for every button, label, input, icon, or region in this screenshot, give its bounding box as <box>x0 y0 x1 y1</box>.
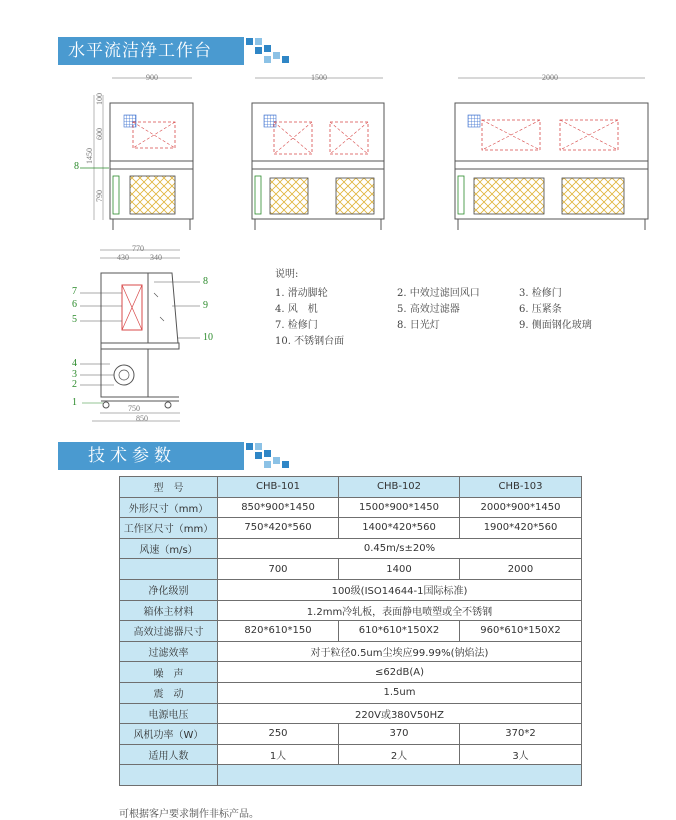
legend <box>275 265 641 348</box>
legend-item: 4. 风 机 <box>275 304 318 315</box>
table-row <box>120 477 582 498</box>
table-cell: 610*610*150X2 <box>339 621 460 642</box>
dim-label-1500: 1500 <box>311 73 327 82</box>
legend-row <box>275 316 641 332</box>
callout-8-side: 8 <box>203 276 208 287</box>
callout-7: 7 <box>72 286 77 297</box>
table-cell: 700 <box>218 559 339 580</box>
dim-label-1450: 1450 <box>85 148 94 164</box>
front-view-900 <box>110 78 193 230</box>
legend-item: 7. 检修门 <box>275 320 318 331</box>
legend-row <box>275 300 641 316</box>
legend-item: 9. 侧面钢化玻璃 <box>519 320 592 331</box>
table-cell: 370*2 <box>460 724 582 745</box>
front-view-1500 <box>252 78 384 230</box>
table-cell: 820*610*150 <box>218 621 339 642</box>
row-label: 电源电压 <box>120 703 218 724</box>
side-dim-750: 750 <box>128 404 140 413</box>
table-cell: 1500*900*1450 <box>339 497 460 518</box>
callout-4: 4 <box>72 358 77 369</box>
table-row <box>120 600 582 621</box>
legend-row <box>275 284 641 300</box>
dim-label-2000: 2000 <box>542 73 558 82</box>
table-row <box>120 497 582 518</box>
table-cell: 1400 <box>339 559 460 580</box>
row-label <box>120 559 218 580</box>
footnote: 可根据客户要求制作非标产品。 <box>119 809 259 820</box>
table-cell: 3人 <box>460 744 582 765</box>
row-label: 过滤效率 <box>120 641 218 662</box>
side-view-drawing <box>70 245 270 435</box>
callout-8-front: 8 <box>74 161 79 172</box>
table-cell: 750*420*560 <box>218 518 339 539</box>
dim-label-900: 900 <box>146 73 158 82</box>
table-row <box>120 765 582 786</box>
row-label: 震 动 <box>120 682 218 703</box>
row-label: 高效过滤器尺寸 <box>120 621 218 642</box>
row-label: 型 号 <box>120 477 218 498</box>
table-cell: 1.5um <box>218 682 582 703</box>
row-label: 外形尺寸（mm） <box>120 497 218 518</box>
legend-title: 说明: <box>275 269 299 280</box>
legend-row <box>275 332 641 348</box>
table-cell: 850*900*1450 <box>218 497 339 518</box>
table-row <box>120 724 582 745</box>
table-row <box>120 641 582 662</box>
dim-label-790: 790 <box>95 190 104 202</box>
section-banner-product: 水平流洁净工作台 <box>58 37 244 65</box>
legend-item: 8. 日光灯 <box>397 320 440 331</box>
front-view-2000 <box>455 78 648 230</box>
table-row <box>120 559 582 580</box>
table-cell: 1900*420*560 <box>460 518 582 539</box>
table-row <box>120 621 582 642</box>
legend-item: 2. 中效过滤回风口 <box>397 288 480 299</box>
callout-5: 5 <box>72 314 77 325</box>
table-row <box>120 538 582 559</box>
table-cell: 370 <box>339 724 460 745</box>
dim-label-600: 600 <box>95 128 104 140</box>
table-cell: CHB-102 <box>339 477 460 498</box>
table-cell: ≤62dB(A) <box>218 662 582 683</box>
table-cell: 100级(ISO14644-1国际标准) <box>218 579 582 600</box>
table-cell: 2000*900*1450 <box>460 497 582 518</box>
table-cell: 250 <box>218 724 339 745</box>
table-cell <box>218 765 582 786</box>
table-row <box>120 662 582 683</box>
table-cell: CHB-101 <box>218 477 339 498</box>
section-banner-specs: 技术参数 <box>58 442 244 470</box>
table-row <box>120 744 582 765</box>
callout-2: 2 <box>72 379 77 390</box>
legend-item: 1. 滑动脚轮 <box>275 288 328 299</box>
legend-item: 10. 不锈钢台面 <box>275 336 345 347</box>
table-row <box>120 682 582 703</box>
table-row <box>120 518 582 539</box>
callout-9: 9 <box>203 300 208 311</box>
callout-3: 3 <box>72 369 77 380</box>
callout-6: 6 <box>72 299 77 310</box>
callout-1: 1 <box>72 397 77 408</box>
row-label: 箱体主材料 <box>120 600 218 621</box>
row-label: 风机功率（W） <box>120 724 218 745</box>
side-dim-430: 430 <box>117 253 129 262</box>
row-label: 风速（m/s） <box>120 538 218 559</box>
side-dim-770: 770 <box>132 244 144 253</box>
side-dim-340: 340 <box>150 253 162 262</box>
callout-10: 10 <box>203 332 213 343</box>
table-cell: 2人 <box>339 744 460 765</box>
table-row <box>120 703 582 724</box>
table-cell: 1.2mm冷轧板，表面静电喷塑或全不锈钢 <box>218 600 582 621</box>
table-cell: 1人 <box>218 744 339 765</box>
table-cell: 220V或380V50HZ <box>218 703 582 724</box>
row-label: 工作区尺寸（mm） <box>120 518 218 539</box>
row-label: 净化级别 <box>120 579 218 600</box>
legend-item: 3. 检修门 <box>519 288 562 299</box>
table-cell: 1400*420*560 <box>339 518 460 539</box>
table-cell: 2000 <box>460 559 582 580</box>
table-cell: 960*610*150X2 <box>460 621 582 642</box>
row-label: 适用人数 <box>120 744 218 765</box>
dim-label-100: 100 <box>95 93 104 105</box>
spec-table <box>119 476 582 786</box>
row-label <box>120 765 218 786</box>
table-cell: CHB-103 <box>460 477 582 498</box>
table-cell: 对于粒径0.5um尘埃应99.99%(钠焰法) <box>218 641 582 662</box>
row-label: 噪 声 <box>120 662 218 683</box>
legend-item: 5. 高效过滤器 <box>397 304 460 315</box>
side-dim-850: 850 <box>136 414 148 423</box>
legend-item: 6. 压紧条 <box>519 304 562 315</box>
table-row <box>120 579 582 600</box>
table-cell: 0.45m/s±20% <box>218 538 582 559</box>
